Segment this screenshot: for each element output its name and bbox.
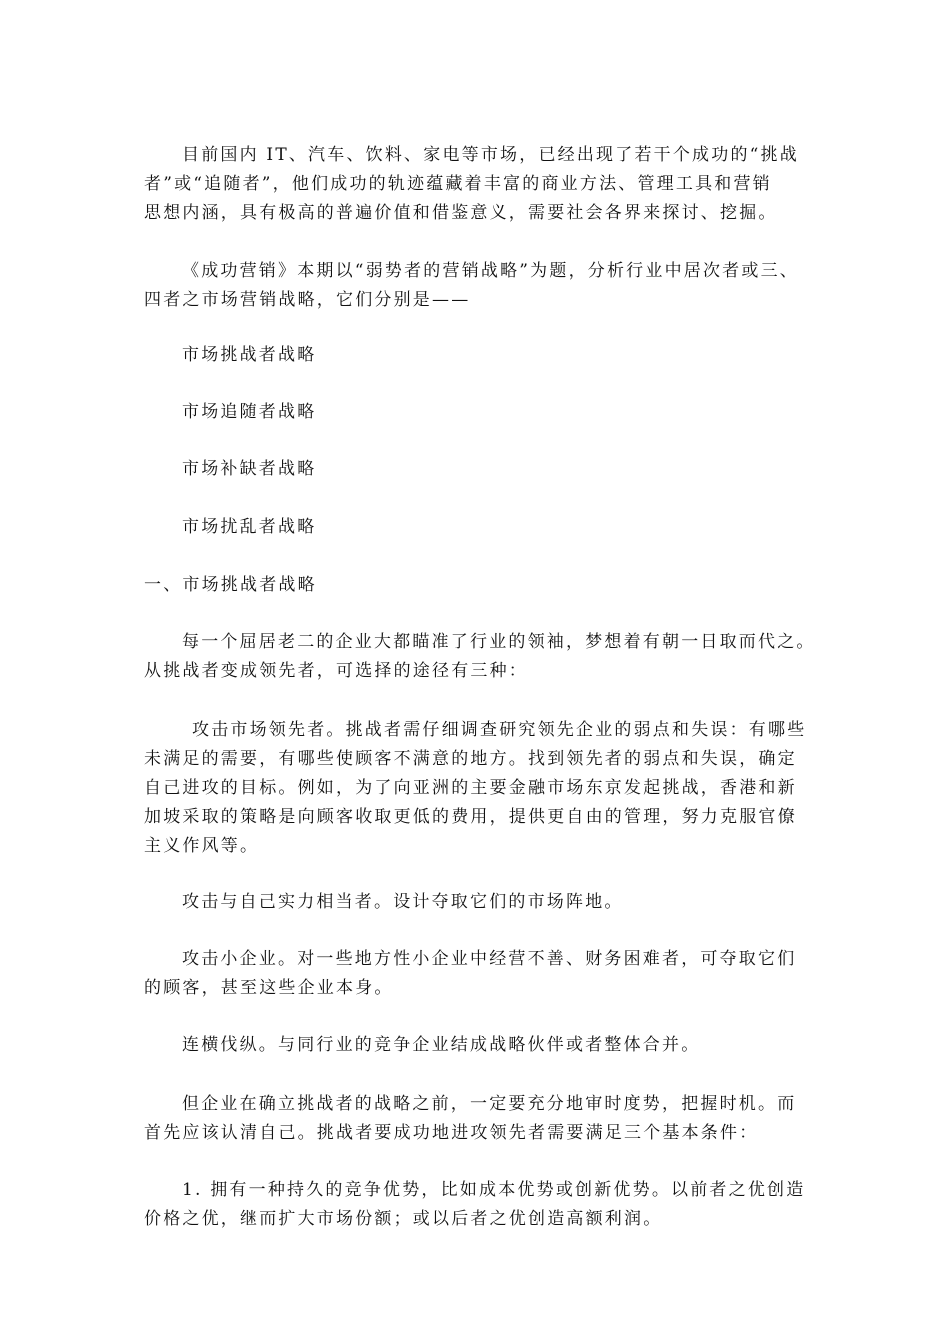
text-line: 首先应该认清自己。挑战者要成功地进攻领先者需要满足三个基本条件： [144,1123,759,1143]
body-paragraph [144,888,804,917]
text-line: 价格之优，继而扩大市场份额；或以后者之优创造高额利润。 [144,1209,663,1229]
overview-paragraph [144,257,804,315]
text-line: 市场追随者战略 [182,402,317,422]
text-line: 市场扰乱者战略 [182,517,317,537]
text-line: 1. 拥有一种持久的竞争优势，比如成本优势或创新优势。以前者之优创造 [182,1180,806,1200]
text-line: 攻击与自己实力相当者。设计夺取它们的市场阵地。 [182,892,624,912]
text-line: 加坡采取的策略是向顾客收取更低的费用，提供更自由的管理，努力克服官僚 [144,807,797,827]
body-paragraph [144,1090,804,1148]
text-line: 每一个屈居老二的企业大都瞄准了行业的领袖，梦想着有朝一日取而代之。 [182,632,816,652]
text-line: 但企业在确立挑战者的战略之前，一定要充分地审时度势，把握时机。而 [182,1094,797,1114]
text-line: 攻击小企业。对一些地方性小企业中经营不善、财务困难者，可夺取它们 [182,949,797,969]
text-line: 主义作风等。 [144,836,260,856]
text-line: 一、市场挑战者战略 [144,575,317,595]
body-paragraph [144,628,816,686]
body-paragraph [144,716,807,861]
intro-paragraph [144,141,804,228]
text-line: 连横伐纵。与同行业的竞争企业结成战略伙伴或者整体合并。 [182,1035,701,1055]
text-line: 目前国内 IT、汽车、饮料、家电等市场，已经出现了若干个成功的“挑战 [182,145,799,165]
text-line: 自己进攻的目标。例如，为了向亚洲的主要金融市场东京发起挑战，香港和新 [144,778,797,798]
body-paragraph [144,1176,804,1234]
text-line: 从挑战者变成领先者，可选择的途径有三种： [144,661,528,681]
body-paragraph [144,1031,804,1060]
strategy-list-item [144,398,804,427]
text-line: 者”或“追随者”，他们成功的轨迹蕴藏着丰富的商业方法、管理工具和营销 [144,174,772,194]
strategy-list-item [144,513,804,542]
text-line: 《成功营销》本期以“弱势者的营销战略”为题，分析行业中居次者或三、 [182,261,799,281]
text-line: 思想内涵，具有极高的普遍价值和借鉴意义，需要社会各界来探讨、挖掘。 [144,203,778,223]
strategy-list-item [144,341,804,370]
text-line: 市场挑战者战略 [182,345,317,365]
section-heading [144,571,804,600]
text-line: 攻击市场领先者。挑战者需仔细调查研究领先企业的弱点和失误：有哪些 [192,720,807,740]
text-line: 的顾客，甚至这些企业本身。 [144,978,394,998]
text-line: 四者之市场营销战略，它们分别是—— [144,290,471,310]
body-paragraph [144,945,804,1003]
strategy-list-item [144,455,804,484]
text-line: 市场补缺者战略 [182,459,317,479]
text-line: 未满足的需要，有哪些使顾客不满意的地方。找到领先者的弱点和失误，确定 [144,749,797,769]
